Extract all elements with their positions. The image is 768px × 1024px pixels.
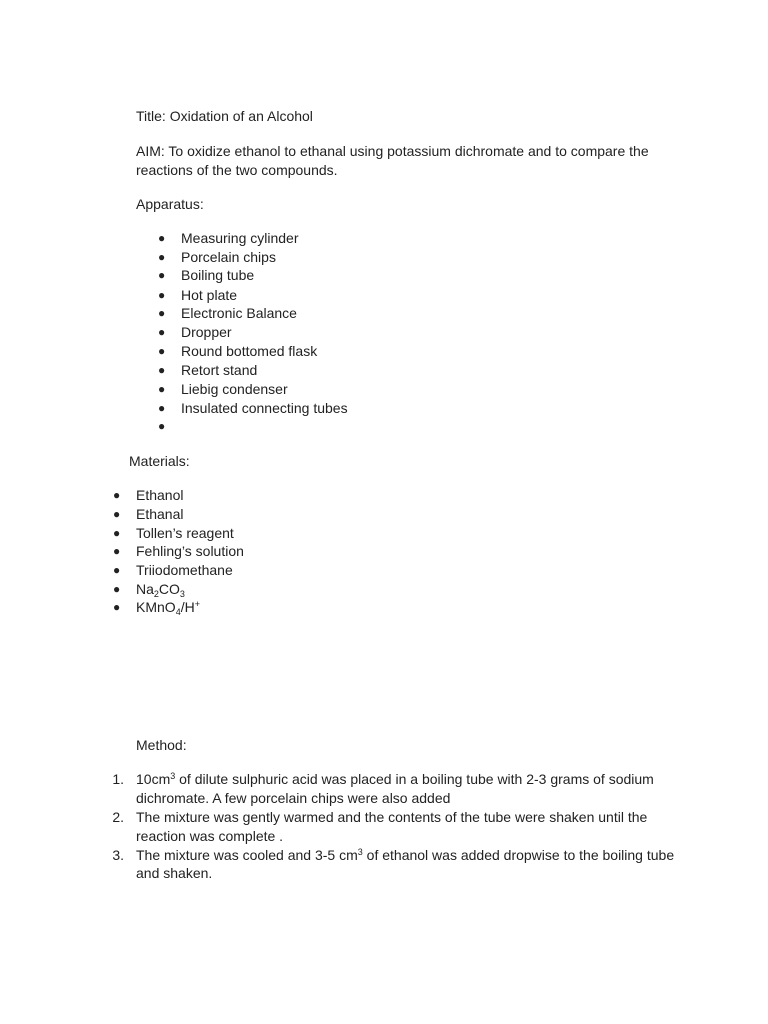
method-heading: Method: [136, 737, 187, 753]
bullet-icon: ● [113, 600, 121, 614]
step-number: 3. [112, 846, 124, 863]
apparatus-item: Liebig condenser [181, 380, 288, 397]
bullet-icon: ● [113, 544, 121, 558]
bullet-icon: ● [158, 362, 166, 377]
bullet-icon: ● [158, 268, 166, 282]
bullet-icon: ● [113, 487, 121, 502]
bullet-icon: ● [113, 506, 121, 521]
method-step-1-line-1: $10cm^3$ of dilute sulphuric acid was placed in a boiling tube with 2-3 grams of sodium [136, 771, 654, 787]
bullet-icon: ● [158, 400, 166, 415]
material-item-acidified-permanganate: KMnO$_4$/H+ [136, 599, 200, 617]
material-item: Tollen’s reagent [136, 524, 234, 541]
bullet-icon: ● [158, 287, 166, 302]
document-title: Title: Oxidation of an Alcohol [136, 108, 313, 124]
bullet-icon: ● [113, 525, 121, 540]
bullet-icon: ● [158, 344, 166, 358]
apparatus-item: Boiling tube [181, 267, 255, 283]
apparatus-item: Measuring cylinder [181, 230, 299, 246]
apparatus-item: Retort stand [181, 361, 258, 378]
material-item: Ethanol [136, 486, 184, 503]
material-item-sodium-carbonate: $Na_2CO_3$ [136, 580, 185, 599]
material-item: Fehling’s solution [136, 543, 244, 559]
bullet-icon: ● [113, 563, 121, 577]
bullet-icon: ● [158, 249, 166, 264]
apparatus-item: Porcelain chips [181, 248, 276, 265]
bullet-icon: ● [158, 381, 166, 396]
method-step-2-line-1: The mixture was gently warmed and the contents of the tube were shaken until the [136, 809, 648, 825]
apparatus-item: Hot plate [181, 286, 238, 303]
method-step-3-line-1: The mixture was cooled and 3-5 $cm^3$ of ethanol was added dropwise to the boiling tube [136, 846, 675, 863]
method-step-1-line-2: dichromate. A few porcelain chips were also added [136, 790, 451, 806]
aim-line-2: reactions of the two compounds. [136, 162, 338, 178]
method-step-3-line-2: and shaken. [136, 865, 213, 881]
bullet-icon: ● [158, 419, 166, 433]
method-step-2-line-2: reaction was complete . [136, 828, 284, 844]
step-number: 1. [112, 771, 124, 787]
step-number: 2. [112, 809, 124, 825]
material-item: Ethanal [136, 505, 184, 522]
apparatus-item: Insulated connecting tubes [181, 399, 348, 416]
bullet-icon: ● [158, 231, 166, 245]
apparatus-item: Round bottomed flask [181, 343, 318, 359]
materials-heading: Materials: [129, 453, 190, 469]
bullet-icon: ● [113, 581, 121, 596]
apparatus-heading: Apparatus: [136, 196, 204, 212]
apparatus-item: Dropper [181, 324, 232, 340]
material-item: Triiodomethane [136, 562, 233, 578]
bullet-icon: ● [158, 306, 166, 320]
bullet-icon: ● [158, 325, 166, 339]
aim-line-1: AIM: To oxidize ethanol to ethanal using potassium dichromate and to compare the [136, 143, 649, 159]
apparatus-item: Electronic Balance [181, 305, 297, 321]
